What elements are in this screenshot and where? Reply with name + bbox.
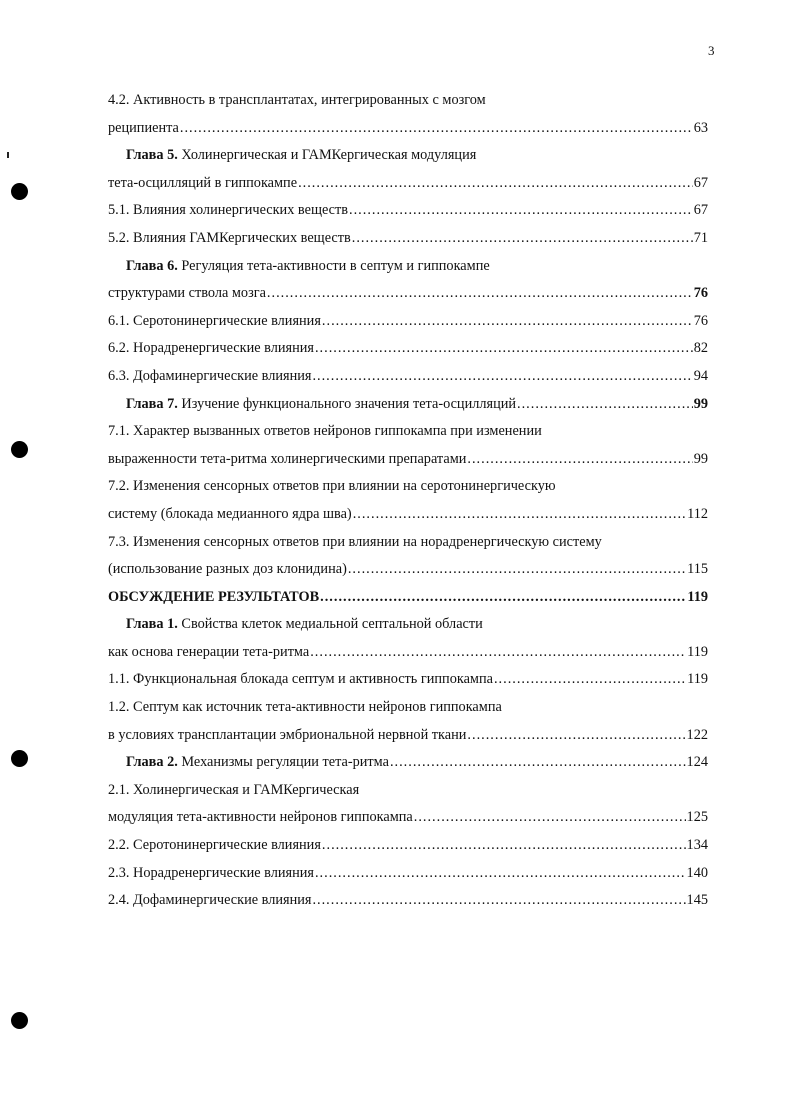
toc-line bbox=[108, 335, 708, 363]
toc-line bbox=[108, 197, 708, 225]
toc-line bbox=[108, 308, 708, 336]
toc-page: 99 bbox=[693, 450, 708, 467]
toc-text: Изучение функционального значения тета-осцилляций bbox=[177, 395, 517, 412]
chapter-label: Глава 1. bbox=[126, 616, 178, 633]
toc-line bbox=[108, 473, 708, 501]
leader-dots bbox=[298, 170, 693, 198]
toc-text: Холинергическая и ГАМКергическая модуляция bbox=[177, 147, 477, 164]
chapter-label: Глава 2. bbox=[126, 754, 178, 771]
leader-dots bbox=[467, 722, 685, 750]
toc-line bbox=[108, 722, 708, 750]
page-number: 3 bbox=[708, 43, 715, 58]
toc-text: реципиента bbox=[108, 119, 179, 136]
punch-hole-4 bbox=[11, 1012, 28, 1029]
toc-chapter-line bbox=[108, 749, 708, 777]
toc-line bbox=[108, 115, 708, 143]
toc-line bbox=[108, 363, 708, 391]
toc-page: 76 bbox=[693, 312, 708, 329]
toc-text: как основа генерации тета-ритма bbox=[108, 643, 310, 660]
toc-text: 6.2. Норадренергические влияния bbox=[108, 340, 314, 357]
leader-dots bbox=[352, 225, 693, 253]
leader-dots bbox=[312, 887, 685, 915]
toc-page: 145 bbox=[686, 892, 708, 909]
margin-mark bbox=[7, 152, 9, 158]
toc-line bbox=[108, 501, 708, 529]
leader-dots bbox=[494, 666, 686, 694]
toc-text: систему (блокада медианного ядра шва) bbox=[108, 505, 352, 522]
toc-text: 2.4. Дофаминергические влияния bbox=[108, 892, 312, 909]
leader-dots bbox=[349, 197, 693, 225]
toc-text: 1.1. Функциональная блокада септум и активность гиппокампа bbox=[108, 671, 493, 688]
toc-line bbox=[108, 887, 708, 915]
toc-page: 71 bbox=[693, 229, 708, 246]
toc-text: 1.2. Септум как источник тета-активности нейронов гиппокампа bbox=[108, 699, 502, 716]
toc-text: структурами ствола мозга bbox=[108, 285, 266, 302]
toc-text: Свойства клеток медиальной септальной области bbox=[177, 616, 483, 633]
leader-dots bbox=[310, 639, 686, 667]
toc-line bbox=[108, 556, 708, 584]
toc-section-heading bbox=[108, 584, 708, 612]
toc-text: выраженности тета-ритма холинергическими препаратами bbox=[108, 450, 467, 467]
toc-text: 7.1. Характер вызванных ответов нейронов гиппокампа при изменении bbox=[108, 423, 542, 440]
toc-text: Регуляция тета-активности в септум и гиппокампе bbox=[177, 257, 490, 274]
table-of-contents bbox=[108, 87, 708, 915]
toc-text: 2.1. Холинергическая и ГАМКергическая bbox=[108, 781, 360, 798]
toc-line bbox=[108, 694, 708, 722]
toc-text: 6.1. Серотонинергические влияния bbox=[108, 312, 321, 329]
toc-line bbox=[108, 225, 708, 253]
toc-page: 99 bbox=[693, 395, 708, 412]
toc-text: 2.2. Серотонинергические влияния bbox=[108, 837, 321, 854]
toc-line bbox=[108, 170, 708, 198]
toc-page: 119 bbox=[687, 643, 708, 660]
toc-line bbox=[108, 446, 708, 474]
chapter-label: Глава 7. bbox=[126, 395, 178, 412]
toc-text: (использование разных доз клонидина) bbox=[108, 561, 347, 578]
toc-page: 112 bbox=[687, 505, 708, 522]
toc-text: тета-осцилляций в гиппокампе bbox=[108, 174, 298, 191]
toc-page: 119 bbox=[687, 588, 708, 605]
toc-page: 125 bbox=[686, 809, 708, 826]
leader-dots bbox=[322, 832, 686, 860]
toc-line bbox=[108, 87, 708, 115]
toc-line bbox=[108, 804, 708, 832]
toc-text: в условиях трансплантации эмбриональной нервной ткани bbox=[108, 726, 467, 743]
toc-page: 134 bbox=[686, 837, 708, 854]
toc-page: 67 bbox=[693, 174, 708, 191]
toc-text: 5.1. Влияния холинергических веществ bbox=[108, 202, 349, 219]
toc-page: 115 bbox=[687, 561, 708, 578]
toc-line bbox=[108, 639, 708, 667]
toc-chapter-line bbox=[108, 253, 708, 281]
toc-page: 76 bbox=[693, 285, 708, 302]
chapter-label: Глава 6. bbox=[126, 257, 178, 274]
toc-line bbox=[108, 418, 708, 446]
toc-page: 119 bbox=[687, 671, 708, 688]
leader-dots bbox=[267, 280, 693, 308]
leader-dots bbox=[517, 391, 693, 419]
toc-text: 7.3. Изменения сенсорных ответов при влиянии на норадренергическую систему bbox=[108, 533, 602, 550]
leader-dots bbox=[390, 749, 686, 777]
toc-page: 124 bbox=[686, 754, 708, 771]
toc-text: 6.3. Дофаминергические влияния bbox=[108, 367, 312, 384]
chapter-label: Глава 5. bbox=[126, 147, 178, 164]
toc-line bbox=[108, 832, 708, 860]
toc-page: 67 bbox=[693, 202, 708, 219]
toc-line bbox=[108, 860, 708, 888]
toc-line bbox=[108, 777, 708, 805]
toc-page: 82 bbox=[693, 340, 708, 357]
toc-line bbox=[108, 529, 708, 557]
toc-page: 140 bbox=[686, 864, 708, 881]
punch-hole-3 bbox=[11, 750, 28, 767]
toc-chapter-line bbox=[108, 142, 708, 170]
leader-dots bbox=[348, 556, 686, 584]
leader-dots bbox=[322, 308, 693, 336]
toc-text: 7.2. Изменения сенсорных ответов при влиянии на серотонинергическую bbox=[108, 478, 556, 495]
punch-hole-2 bbox=[11, 441, 28, 458]
toc-page: 63 bbox=[693, 119, 708, 136]
toc-chapter-line bbox=[108, 611, 708, 639]
toc-line bbox=[108, 280, 708, 308]
toc-page: 94 bbox=[693, 367, 708, 384]
toc-page: 122 bbox=[686, 726, 708, 743]
leader-dots bbox=[315, 335, 693, 363]
leader-dots bbox=[312, 363, 692, 391]
toc-text: 4.2. Активность в трансплантатах, интегрированных с мозгом bbox=[108, 92, 486, 108]
toc-text: модуляция тета-активности нейронов гиппокампа bbox=[108, 809, 413, 826]
toc-text: 2.3. Норадренергические влияния bbox=[108, 864, 314, 881]
leader-dots bbox=[180, 115, 693, 143]
toc-text: Механизмы регуляции тета-ритма bbox=[177, 754, 389, 771]
leader-dots bbox=[315, 860, 686, 888]
leader-dots bbox=[467, 446, 692, 474]
toc-text: ОБСУЖДЕНИЕ РЕЗУЛЬТАТОВ bbox=[108, 588, 320, 605]
toc-text: 5.2. Влияния ГАМКергических веществ bbox=[108, 229, 351, 246]
leader-dots bbox=[353, 501, 686, 529]
toc-chapter-line bbox=[108, 391, 708, 419]
toc-line bbox=[108, 666, 708, 694]
punch-hole-1 bbox=[11, 183, 28, 200]
leader-dots bbox=[414, 804, 686, 832]
leader-dots bbox=[320, 584, 686, 612]
